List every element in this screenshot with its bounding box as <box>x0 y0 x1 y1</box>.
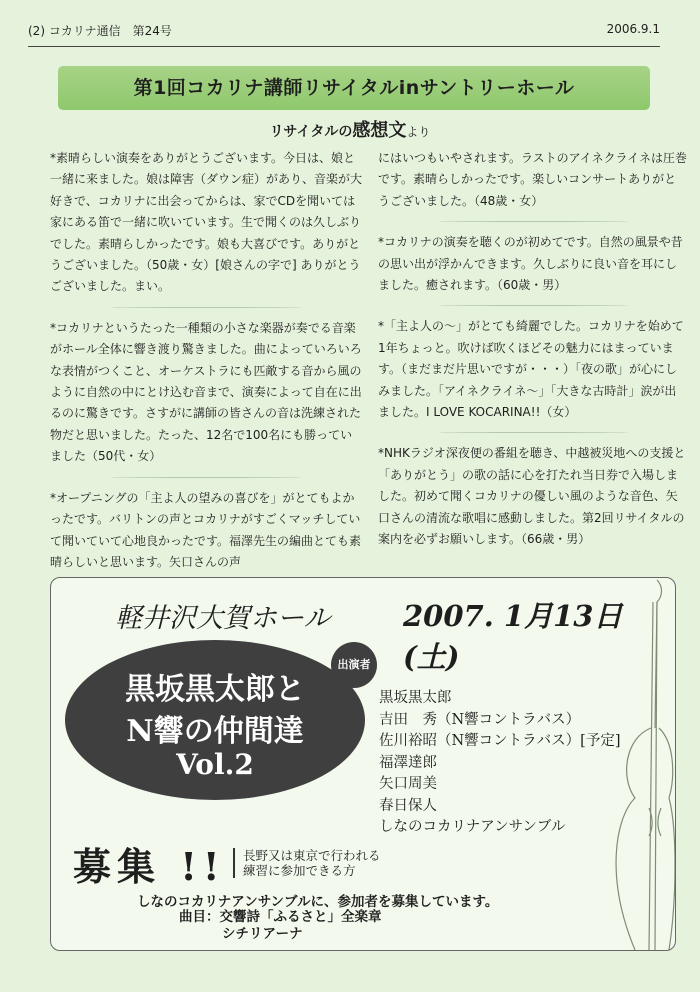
subtitle-pre: リサイタルの <box>269 124 353 140</box>
article-title: 第1回コカリナ講師リサイタルinサントリーホール <box>133 77 575 99</box>
page-header <box>28 22 660 44</box>
recruit-note <box>233 848 381 878</box>
comment: *「主よ人の～」がとても綺麗でした。コカリナを始めて1年ちょっと。吹けば吹くほどその魅力にはまっています。（まだまだ片思いですが・・・）「夜の歌」が心にしみました。「アイネクライネ～」「大きな古時計」涙が出ました。I LOVE KOCARINA!!（女） <box>378 319 684 420</box>
recruit-description: しなのコカリナアンサンブルに、参加者を募集しています。 <box>137 894 499 910</box>
comment-divider <box>50 468 362 488</box>
comment: *コカリナの演奏を聴くのが初めてです。自然の風景や昔の思い出が浮かんできます。久しぶりに良い音を耳にしました。癒されます。（60歳・男） <box>378 235 683 293</box>
performer-item: 福澤達郎 <box>379 754 437 771</box>
performers-badge: 出演者 <box>331 642 377 688</box>
subtitle-main: 感想文 <box>352 120 407 141</box>
performer-item: しなのコカリナアンサンブル <box>379 819 566 835</box>
article-title-bar <box>58 66 650 110</box>
comments-column-left <box>50 148 362 573</box>
comment: *素晴らしい演奏をありがとうございます。今日は、娘と一緒に来ました。娘は障害（ダウン症）があり、音楽が大好きで、コカリナに出会ってからは、家でCDを聞いては家にある笛で一緒に吹いています。生で聞くのは久しぶりでした。素晴らしかったです。娘も大喜びです。ありがとうございました。（50歳・女）[娘さんの字で] ありがとうございました。まい。 <box>50 151 363 294</box>
event-title-line2: N響の仲間達 <box>126 714 304 749</box>
performer-item: 佐川裕昭（N響コントラバス）[予定] <box>379 733 621 749</box>
event-date: 2007. 1月13日(土) <box>403 599 623 674</box>
performer-item: 黒坂黒太郎 <box>379 690 452 706</box>
event-title-volume: Vol.2 <box>176 748 254 781</box>
subtitle-post: より <box>406 125 431 139</box>
comment-divider <box>378 296 688 316</box>
event-title-oval <box>65 640 365 800</box>
piece-line: 曲目：交響詩「ふるさと」全楽章 <box>179 909 382 925</box>
event-announcement-box <box>50 577 676 951</box>
performer-list <box>379 688 621 839</box>
comment: *NHKラジオ深夜便の番組を聴き、中越被災地への支援と「ありがとう」の歌の話に心を打たれ当日券で入場しました。初めて聞くコカリナの優しい風のような音色、矢口さんの清流な歌唱に感動しました。第2回リサイタルの案内を必ずお願いします。（66歳・男） <box>378 446 686 547</box>
recruit-note-line: 長野又は東京で行われる <box>243 848 381 863</box>
comment: *コカリナというたった一種類の小さな楽器が奏でる音楽がホール全体に響き渡り驚きました。曲によっていろいろな表情がつくこと、オーケストラにも匹敵する音から風のように自然の中にとけ込む音まで、演奏によって自在に出るのに驚きです。さすがに講師の皆さんの音は洗練された物だと思いました。たった、12名で100名にも勝っていました（50代・女） <box>50 320 362 464</box>
comment-divider <box>378 212 688 232</box>
issue-label: (2) コカリナ通信 第24号 <box>28 24 172 38</box>
comments-column-right <box>378 148 688 551</box>
event-title-line1: 黒坂黒太郎と <box>125 672 305 707</box>
comment: にはいつもいやされます。ラストのアイネクライネは圧巻です。素晴らしかったです。楽しいコンサートありがとうございました。（48歳・女） <box>378 151 688 208</box>
recruit-pieces <box>179 909 382 943</box>
article-subtitle <box>0 116 700 142</box>
performer-item: 吉田 秀（N響コントラバス） <box>379 711 581 728</box>
comment: *オープニングの「主よ人の望みの喜びを」がとてもよかったです。バリトンの声とコカリナがすごくマッチしていて聞いていて心地良かったです。福澤先生の編曲とても素晴らしいと思います。矢口さんの声 <box>50 490 362 569</box>
issue-date: 2006.9.1 <box>606 22 660 36</box>
performer-item: 春日保人 <box>379 797 437 814</box>
recruit-heading: 募集 !! <box>73 844 226 889</box>
piece-line: シチリアーナ <box>222 926 303 942</box>
performer-item: 矢口周美 <box>379 776 437 792</box>
comment-divider <box>50 298 362 318</box>
recruit-note-line: 練習に参加できる方 <box>243 863 356 878</box>
comment-divider <box>378 423 688 443</box>
header-rule <box>28 46 660 47</box>
event-venue: 軽井沢大賀ホール <box>115 603 331 634</box>
